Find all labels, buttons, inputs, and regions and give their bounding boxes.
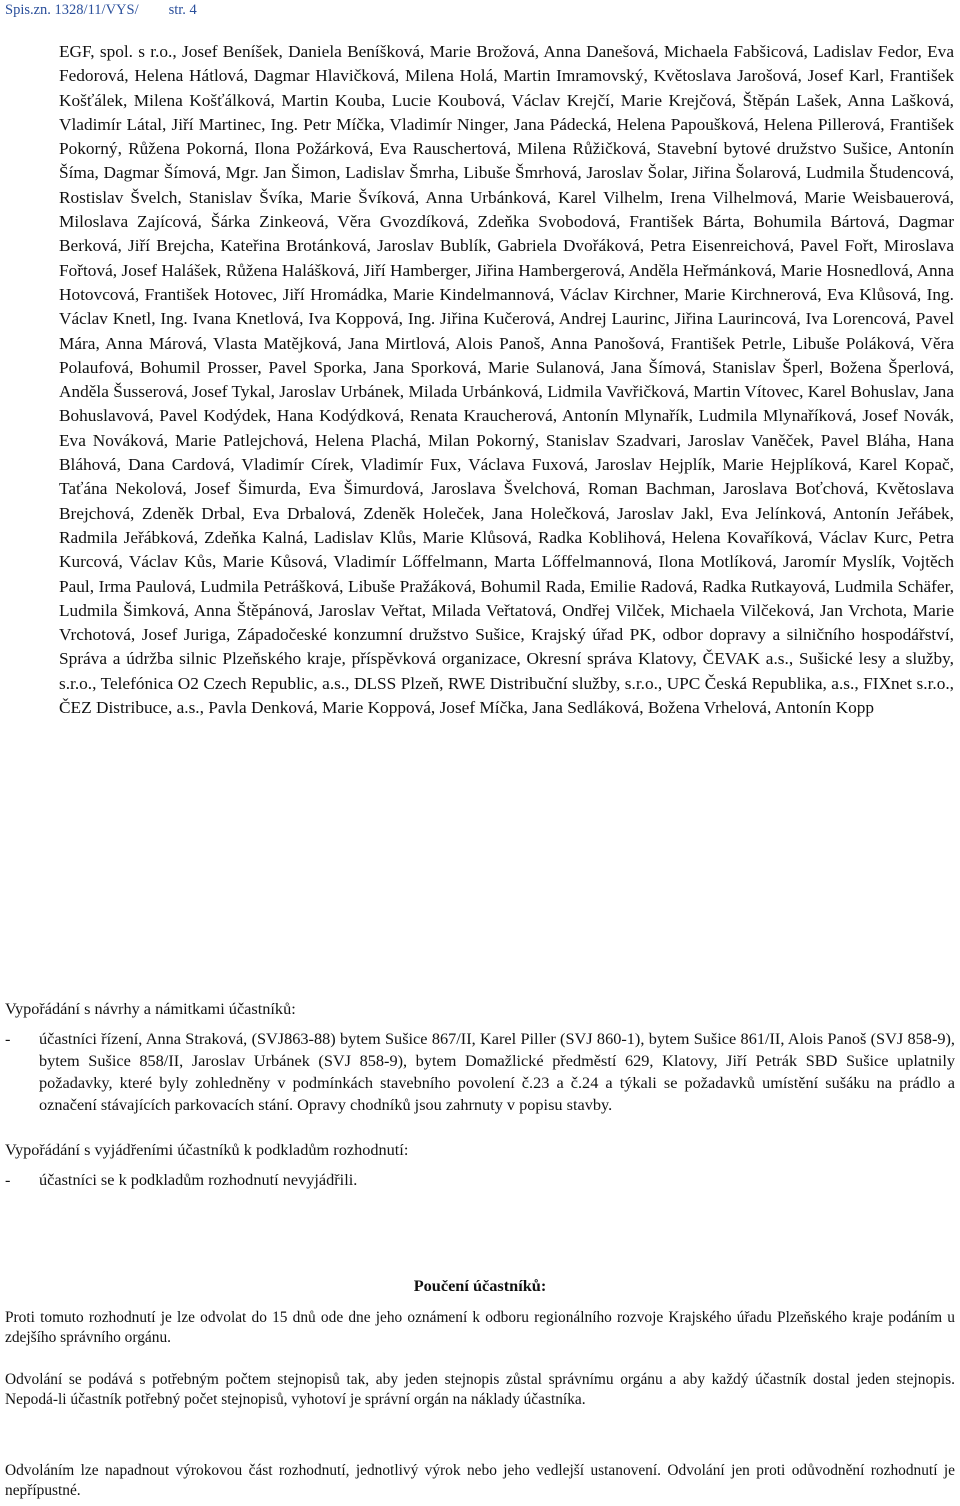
proposals-item-text: účastníci řízení, Anna Straková, (SVJ863-88) bytem Sušice 867/II, Karel Piller (SVJ 860-1), bytem Sušice 861/II, Alois Panoš (SVJ 858-9), bytem Sušice 858/II, Jaroslav Urbánek (SVJ 858-9), bytem Domažlické předměstí 629, Klatovy, Jiří Petrák SBD Sušice uplatnily požadavky, které byly zohledněny v podmínkách stavebního povolení č.23 a č.24 a týkali se požadavků umístění sušáku na prádlo a označení stávajících parkovacích stání. Opravy chodníků jsou zahrnuty v popisu stavby. xyxy=(39,1029,955,1114)
instruction-paragraph-3: Odvoláním lze napadnout výrokovou část rozhodnutí, jednotlivý výrok nebo jeho vedlejší ustanovení. Odvolání jen proti odůvodnění rozhodnutí je nepřípustné. xyxy=(5,1462,955,1499)
instruction-paragraph-2: Odvolání se podává s potřebným počtem stejnopisů tak, aby jeden stejnopis zůstal správnímu orgánu a aby každý účastník dostal jeden stejnopis. Nepodá-li účastník potřebný počet stejnopisů, vyhotoví je správní orgán na náklady účastníka. xyxy=(5,1371,955,1408)
proposals-heading: Vypořádání s návrhy a námitkami účastníků: xyxy=(5,999,296,1018)
instruction-heading: Poučení účastníků: xyxy=(413,1276,547,1295)
participants-list: EGF, spol. s r.o., Josef Beníšek, Daniela Beníšková, Marie Brožová, Anna Danešová, Michaela Fabšicová, Ladislav Fedor, Eva Fedorová, Helena Hátlová, Dagmar Hlavičková, Milena Holá, Martin Imramovský, Květoslava Jarošová, Josef Karl, František Košťálek, Milena Košťálková, Martin Kouba, Lucie Koubová, Václav Krejčí, Marie Krejčová, Štěpán Lašek, Anna Lašková, Vladimír Látal, Jiří Martinec, Ing. Petr Míčka, Vladimír Ninger, Jana Pádecká, Helena Papoušková, Helena Pillerová, František Pokorný, Růžena Pokorná, Ilona Požárková, Eva Rauschertová, Milena Růžičková, Stavební bytové družstvo Sušice, Antonín Šíma, Dagmar Šímová, Mgr. Jan Šimon, Ladislav Šmrha, Libuše Šmrhová, Jaroslav Šolar, Jiřina Šolarová, Ludmila Študencová, Rostislav Švelch, Stanislav Švíka, Marie Švíková, Anna Urbánková, Karel Vilhelm, Irena Vilhelmová, Marie Weisbauerová, Miloslava Zajícová, Šárka Zinkeová, Věra Gvozdíková, Zdeňka Svobodová, František Bárta, Bohumila Bártová, Dagmar Berková, Jiří Brejcha, Kateřina Brotánková, Jaroslav Bublík, Gabriela Dvořáková, Petra Eisenreichová, Pavel Fořt, Miroslava Fořtová, Josef Halášek, Růžena Halášková, Jiří Hamberger, Jiřina Hambergerová, Anděla Heřmánková, Marie Hosnedlová, Anna Hotovcová, František Hotovec, Jiří Hromádka, Marie Kindelmannová, Václav Kirchner, Marie Kirchnerová, Eva Klůsová, Ing. Václav Knetl, Ing. Ivana Knetlová, Iva Koppová, Ing. Jiřina Kučerová, Andrej Laurinc, Jiřina Laurincová, Iva Lorencová, Pavel Mára, Anna Márová, Vlasta Matějková, Jana Mirtlová, Alois Panoš, Anna Panošová, František Petrle, Libuše Poláková, Věra Polaufová, Bohumil Prosser, Pavel Sporka, Jana Sporková, Marie Sulanová, Jana Šímová, Stanislav Šperl, Božena Šperlová, Anděla Šusserová, Josef Tykal, Jaroslav Urbánek, Milada Urbánková, Lidmila Vavřičková, Martin Vítovec, Karel Bohuslav, Jana Bohuslavová, Pavel Kodýdek, Hana Kodýdková, Renata Kraucherová, Antonín Mlynařík, Ludmila Mlynaříková, Josef Novák, Eva Nováková, Marie Patlejchová, Helena Plachá, Milan Pokorný, Stanislav Szadvari, Jaroslav Vaněček, Pavel Bláha, Hana Bláhová, Dana Cardová, Vladimír Círek, Vladimír Fux, Václava Fuxová, Jaroslav Hejplík, Marie Hejplíková, Karel Kopač, Taťána Nekolová, Josef Šimurda, Eva Šimurdová, Jaroslava Švelchová, Roman Bachman, Jaroslava Boťchová, Květoslava Brejchová, Zdeněk Drbal, Eva Drbalová, Zdeněk Holeček, Jana Holečková, Jaroslav Jakl, Eva Jelínková, Antonín Jeřábek, Radmila Jeřábková, Zdeňka Kalná, Ladislav Klůs, Marie Klůsová, Radka Koblihová, Helena Kovaříková, Václav Kurc, Petra Kurcová, Václav Kůs, Marie Kůsová, Vladimír Lőffelmann, Marta Lőffelmannová, Ilona Motlíková, Jaromír Myslík, Vojtěch Paul, Irma Paulová, Ludmila Petrášková, Libuše Pražáková, Bohumil Rada, Emilie Radová, Radka Rutkayová, Ludmila Schäfer, Ludmila Šimková, Anna Štěpánová, Jaroslav Veřtat, Milada Veřtatová, Ondřej Vilček, Michaela Vilčeková, Jan Vrchota, Marie Vrchotová, Josef Juriga, Západočeské konzumní družstvo Sušice, Krajský úřad PK, odbor dopravy a silničního hospodářství, Správa a údržba silnic Plzeňského kraje, příspěvková organizace, Okresní správa Klatovy, ČEVAK a.s., Sušické lesy a služby, s.r.o., Telefónica O2 Czech Republic, a.s., DLSS Plzeň, RWE Distribuční služby, s.r.o., UPC Česká Republika, a.s., FIXnet s.r.o., ČEZ Distribuce, a.s., Pavla Denková, Marie Koppová, Josef Míčka, Jana Sedláková, Božena Vrhelová, Antonín Kopp xyxy=(59,42,954,718)
proposals-item xyxy=(5,1028,955,1116)
statements-item xyxy=(5,1168,955,1192)
instruction-paragraph-1: Proti tomuto rozhodnutí je lze odvolat do 15 dnů ode dne jeho oznámení k odboru regionálního rozvoje Krajského úřadu Plzeňského kraje podáním u zdejšího správního orgánu. xyxy=(5,1309,955,1346)
page-header xyxy=(5,2,197,19)
statements-item-text: účastníci se k podkladům rozhodnutí nevyjádřili. xyxy=(39,1170,358,1189)
list-dash: - xyxy=(5,1170,11,1189)
file-reference: Spis.zn. 1328/11/VYS/ xyxy=(5,2,139,18)
list-dash: - xyxy=(5,1029,11,1048)
statements-heading: Vypořádání s vyjádřeními účastníků k podkladům rozhodnutí: xyxy=(5,1140,409,1159)
page-number: str. 4 xyxy=(168,2,197,18)
